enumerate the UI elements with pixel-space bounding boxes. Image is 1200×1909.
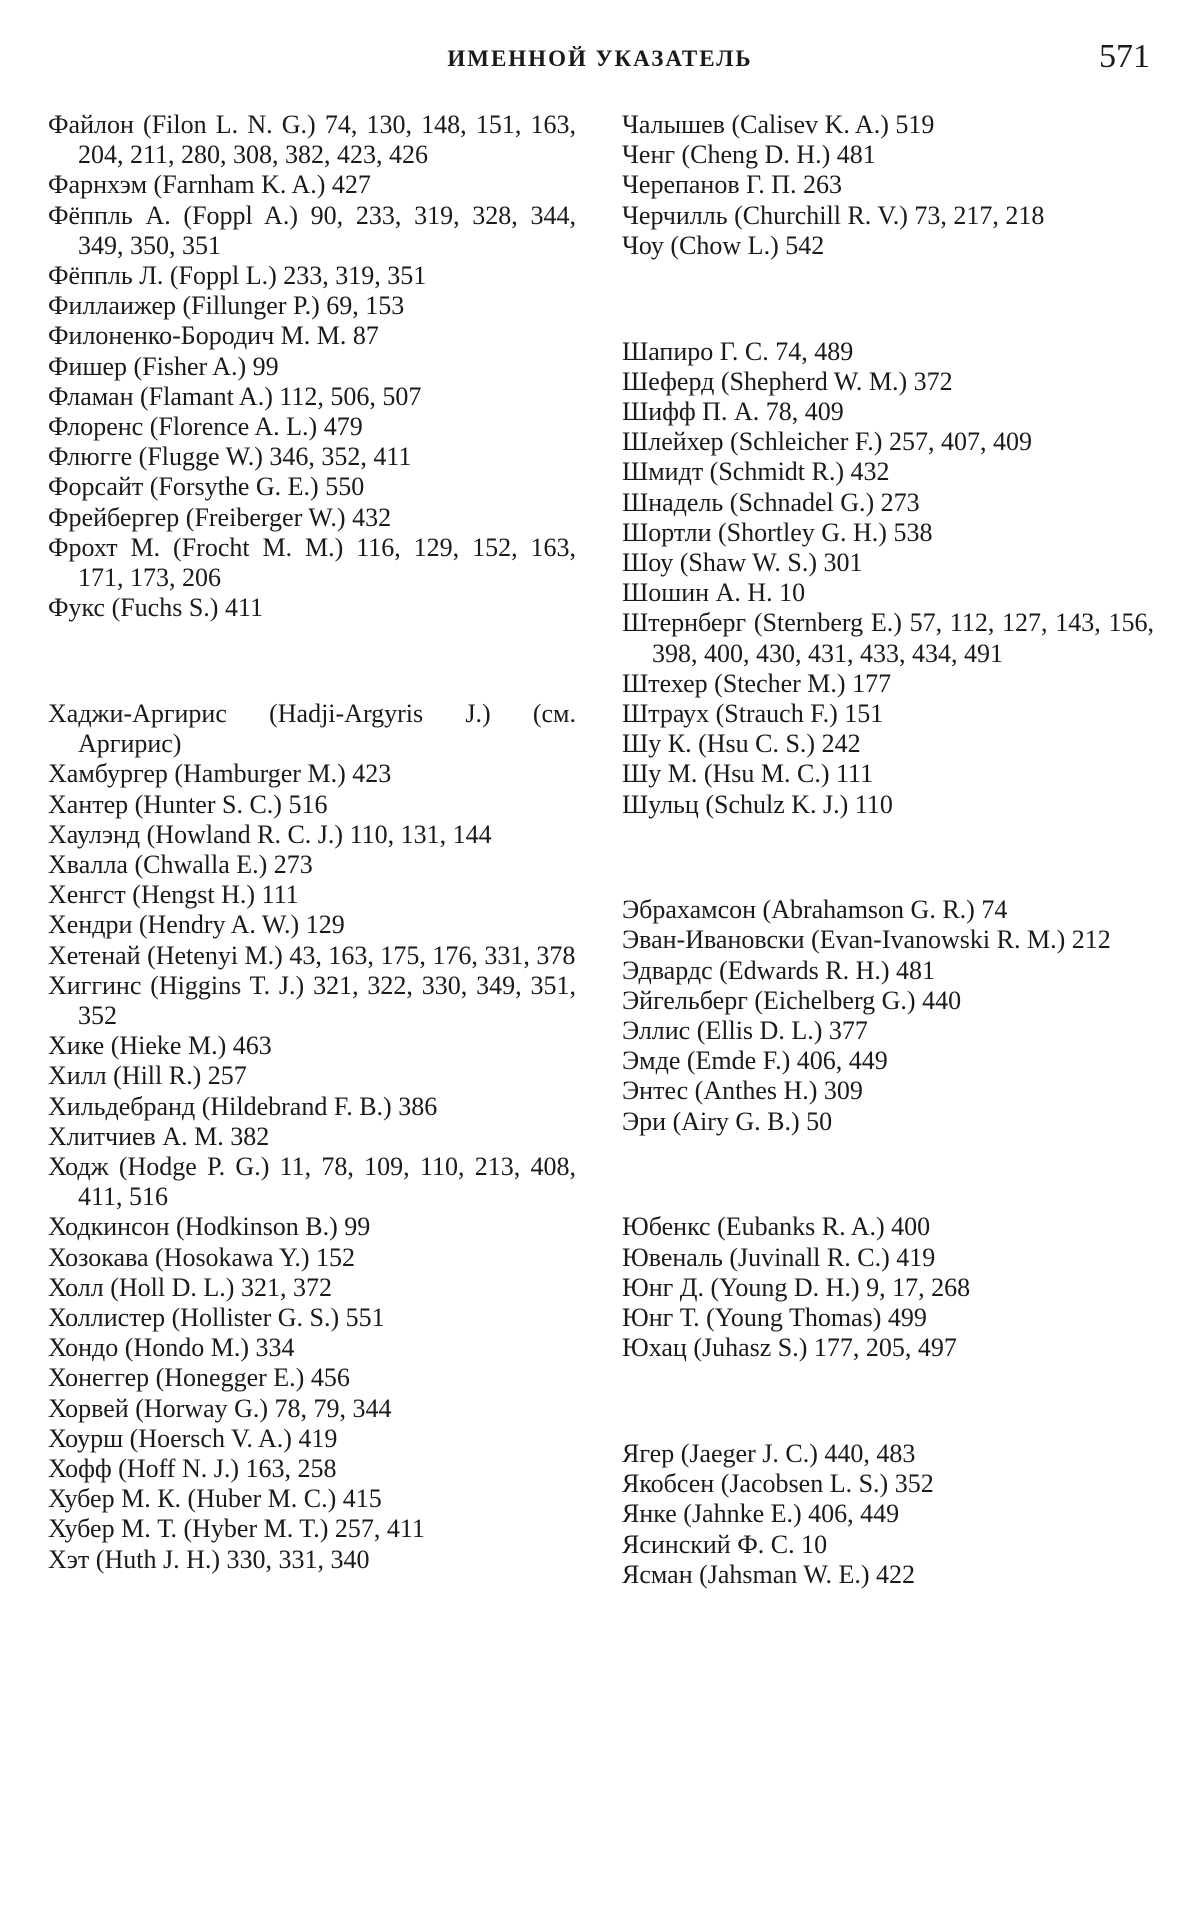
index-entry: Файлон (Filon L. N. G.) 74, 130, 148, 151, 163, 204, 211, 280, 308, 382, 423, 426 [48,110,576,170]
index-entry: Шмидт (Schmidt R.) 432 [622,457,890,487]
group-spacer [622,1137,1154,1213]
index-entry: Филоненко-Бородич М. М. 87 [48,321,379,351]
index-entry: Форсайт (Forsythe G. E.) 550 [48,472,365,502]
index-entry: Фрохт М. (Frocht M. M.) 116, 129, 152, 163, 171, 173, 206 [48,532,576,593]
index-entry: Ясинский Ф. С. 10 [622,1529,828,1559]
index-entry: Эван-Ивановски (Evan-Ivanowski R. M.) 212 [622,925,1111,955]
index-entry: Юнг Д. (Young D. H.) 9, 17, 268 [622,1272,971,1302]
index-entry: Энтес (Anthes H.) 309 [622,1076,863,1106]
index-entry: Хофф (Hoff N. J.) 163, 258 [48,1454,337,1484]
index-entry: Фёппль Л. (Foppl L.) 233, 319, 351 [48,261,427,291]
index-entry: Шеферд (Shepherd W. M.) 372 [622,366,953,396]
index-entry: Шлейхер (Schleicher F.) 257, 407, 409 [622,427,1032,457]
index-entry: Шортли (Shortley G. H.) 538 [622,517,933,547]
index-entry: Ягер (Jaeger J. C.) 440, 483 [622,1438,916,1468]
index-entry: Эмде (Emde F.) 406, 449 [622,1046,888,1076]
index-entry: Хубер М. К. (Huber M. C.) 415 [48,1484,382,1514]
index-entry: Фарнхэм (Farnham K. A.) 427 [48,170,371,200]
index-entry: Янке (Jahnke E.) 406, 449 [622,1499,900,1529]
group-spacer [622,1363,1154,1439]
index-group [622,895,1154,1137]
index-entry: Шнадель (Schnadel G.) 273 [622,487,920,517]
index-entry: Юбенкс (Eubanks R. A.) 400 [622,1212,931,1242]
index-entry: Хэт (Huth J. H.) 330, 331, 340 [48,1544,370,1574]
page-number: 571 [1099,38,1150,75]
index-entry: Чалышев (Calisev K. A.) 519 [622,110,935,139]
running-title: ИМЕННОЙ УКАЗАТЕЛЬ [447,46,753,71]
index-entry: Чоу (Chow L.) 542 [622,230,825,260]
index-entry: Штехер (Stecher M.) 177 [622,668,892,698]
index-column-left [48,110,576,1575]
index-entry: Хондо (Hondo M.) 334 [48,1333,295,1363]
index-entry: Фукс (Fuchs S.) 411 [48,593,263,623]
index-entry: Хорвей (Horway G.) 78, 79, 344 [48,1393,392,1423]
index-group [48,110,576,623]
index-entry: Хаулэнд (Howland R. C. J.) 110, 131, 144 [48,819,492,849]
index-entry: Ходкинсон (Hodkinson B.) 99 [48,1212,371,1242]
index-entry: Ченг (Cheng D. H.) 481 [622,140,876,170]
group-spacer [48,623,576,699]
index-entry: Шульц (Schulz K. J.) 110 [622,789,893,819]
index-entry: Фишер (Fisher A.) 99 [48,351,279,381]
index-entry: Хильдебранд (Hildebrand F. B.) 386 [48,1091,438,1121]
index-group [622,1212,1154,1363]
index-entry: Холл (Holl D. L.) 321, 372 [48,1272,332,1302]
index-entry: Черепанов Г. П. 263 [622,170,842,200]
index-group [622,110,1154,261]
index-entry: Хлитчиев А. М. 382 [48,1121,270,1151]
index-entry: Хубер М. Т. (Hyber M. T.) 257, 411 [48,1514,425,1544]
index-entry: Черчилль (Churchill R. V.) 73, 217, 218 [622,200,1045,230]
index-entry: Филлаижер (Fillunger P.) 69, 153 [48,291,405,321]
index-entry: Ясман (Jahsman W. E.) 422 [622,1559,916,1589]
index-entry: Фламан (Flamant A.) 112, 506, 507 [48,381,422,411]
index-entry: Флоренс (Florence A. L.) 479 [48,412,363,442]
index-entry: Хилл (Hill R.) 257 [48,1061,247,1091]
index-entry: Штраух (Strauch F.) 151 [622,698,884,728]
index-entry: Хоурш (Hoersch V. A.) 419 [48,1423,338,1453]
index-column-right [622,110,1154,1590]
index-group [48,699,576,1575]
index-entry: Шифф П. А. 78, 409 [622,396,844,426]
index-entry: Хетенай (Hetenyi M.) 43, 163, 175, 176, 331, 378 [48,940,576,970]
index-entry: Хонеггер (Honegger E.) 456 [48,1363,350,1393]
index-entry: Ходж (Hodge P. G.) 11, 78, 109, 110, 213, 408, 411, 516 [48,1152,576,1212]
index-entry: Эбрахамсон (Abrahamson G. R.) 74 [622,895,1008,925]
index-entry: Эри (Airy G. B.) 50 [622,1106,833,1136]
index-group [622,1439,1154,1590]
index-entry: Юнг Т. (Young Thomas) 499 [622,1303,927,1332]
index-entry: Якобсен (Jacobsen L. S.) 352 [622,1469,934,1499]
index-entry: Штернберг (Sternberg E.) 57, 112, 127, 143, 156, 398, 400, 430, 431, 433, 434, 491 [622,608,1154,668]
index-entry: Эдвардс (Edwards R. H.) 481 [622,955,936,985]
index-entry: Хиггинс (Higgins T. J.) 321, 322, 330, 349, 351, 352 [48,970,576,1030]
index-entry: Эйгельберг (Eichelberg G.) 440 [622,985,962,1015]
index-entry: Ювеналь (Juvinall R. C.) 419 [622,1242,936,1272]
index-entry: Хике (Hieke M.) 463 [48,1031,272,1061]
index-entry: Шапиро Г. С. 74, 489 [622,336,854,366]
index-entry: Хендри (Hendry A. W.) 129 [48,910,345,940]
index-entry: Фёппль А. (Foppl A.) 90, 233, 319, 328, 344, 349, 350, 351 [48,200,576,260]
index-entry: Шоу (Shaw W. S.) 301 [622,547,863,577]
group-spacer [622,261,1154,337]
group-spacer [622,820,1154,896]
page-header [48,38,1152,78]
index-entry: Хозокава (Hosokawa Y.) 152 [48,1242,356,1272]
index-entry: Хенгст (Hengst H.) 111 [48,880,299,910]
index-entry: Хантер (Hunter S. C.) 516 [48,789,328,819]
index-entry: Холлистер (Hollister G. S.) 551 [48,1303,385,1333]
index-entry: Эллис (Ellis D. L.) 377 [622,1016,868,1046]
index-entry: Хамбургер (Hamburger M.) 423 [48,759,392,789]
index-entry: Шу М. (Hsu M. C.) 111 [622,759,874,789]
index-entry: Шошин А. Н. 10 [622,578,806,608]
index-entry: Юхац (Juhasz S.) 177, 205, 497 [622,1333,957,1363]
index-entry: Хаджи-Аргирис (Hadji-Argyris J.) (см. Аргирис) [48,698,576,759]
index-entry: Хвалла (Chwalla E.) 273 [48,849,313,879]
index-entry: Флюгге (Flugge W.) 346, 352, 411 [48,442,412,472]
index-group [622,337,1154,820]
index-entry: Шу К. (Hsu C. S.) 242 [622,729,861,759]
index-entry: Фрейбергер (Freiberger W.) 432 [48,502,392,532]
